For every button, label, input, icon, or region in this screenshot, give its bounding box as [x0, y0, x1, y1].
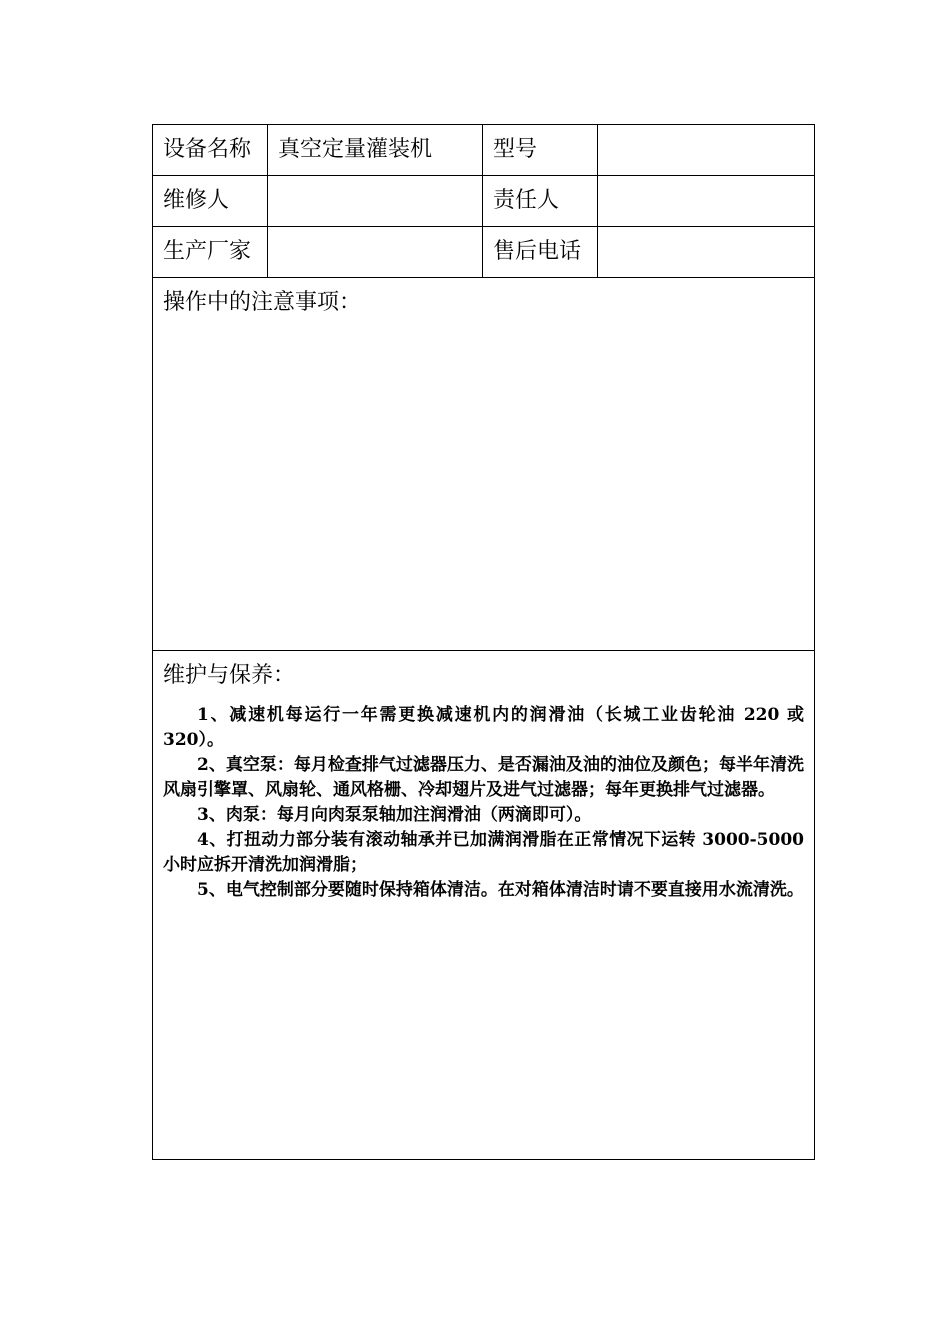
maintenance-item: 4、打扭动力部分装有滚动轴承并已加满润滑脂在正常情况下运转 3000-5000 小时应拆开清洗加润滑脂；: [163, 830, 804, 876]
value-repairer[interactable]: [268, 176, 483, 227]
value-service-phone[interactable]: [598, 227, 815, 278]
notes-row: [153, 278, 815, 651]
form-row-personnel: [153, 176, 815, 227]
notes-section[interactable]: [153, 278, 815, 651]
maintenance-item: 1、减速机每运行一年需更换减速机内的润滑油（长城工业齿轮油 220 或 320）。: [163, 705, 804, 751]
label-service-phone: 售后电话: [483, 227, 598, 278]
maintenance-item: 5、电气控制部分要随时保持箱体清洁。在对箱体清洁时请不要直接用水流清洗。: [197, 880, 804, 901]
label-manufacturer: 生产厂家: [153, 227, 268, 278]
maintenance-section: [153, 651, 815, 1160]
maintenance-item: 3、肉泵：每月向肉泵泵轴加注润滑油（两滴即可）。: [197, 805, 592, 826]
label-equipment-name: 设备名称: [153, 125, 268, 176]
notes-title: 操作中的注意事项：: [163, 290, 362, 315]
maintenance-title: 维护与保养：: [163, 663, 296, 688]
label-repairer: 维修人: [153, 176, 268, 227]
form-row-equipment: [153, 125, 815, 176]
form-row-manufacturer: [153, 227, 815, 278]
maintenance-row: [153, 651, 815, 1160]
value-responsible[interactable]: [598, 176, 815, 227]
maintenance-item: 2、真空泵：每月检查排气过滤器压力、是否漏油及油的油位及颜色；每半年清洗风扇引擎罩、风扇轮、通风格栅、冷却翅片及进气过滤器；每年更换排气过滤器。: [163, 755, 804, 801]
label-responsible: 责任人: [483, 176, 598, 227]
maintenance-list: [163, 703, 804, 903]
equipment-form: [152, 124, 815, 1160]
value-manufacturer[interactable]: [268, 227, 483, 278]
value-model[interactable]: [598, 125, 815, 176]
label-model: 型号: [483, 125, 598, 176]
value-equipment-name[interactable]: 真空定量灌装机: [268, 125, 483, 176]
